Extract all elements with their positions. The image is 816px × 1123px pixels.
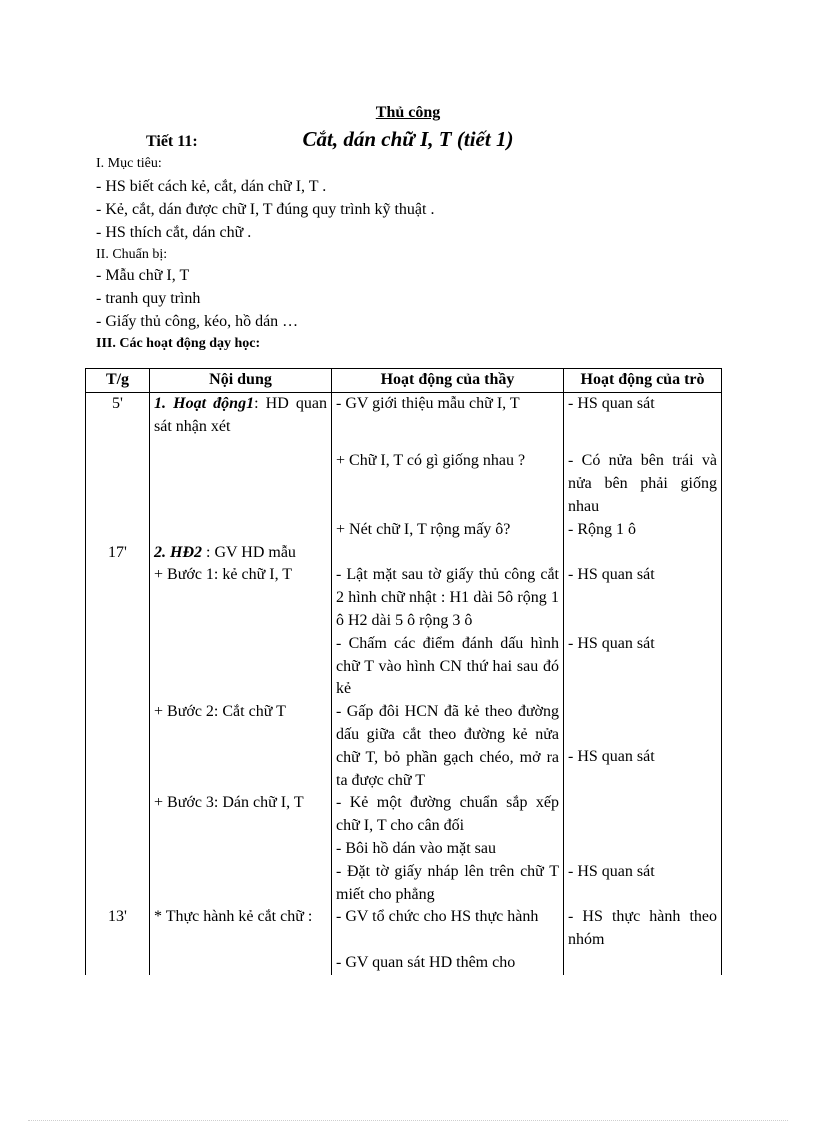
cell-content	[150, 438, 332, 518]
preparation-item: - Giấy thủ công, kéo, hồ dán …	[96, 313, 299, 330]
objective-item: - HS thích cắt, dán chữ .	[96, 224, 252, 241]
cell-content	[150, 519, 332, 542]
table-row	[86, 861, 722, 907]
cell-content	[150, 861, 332, 907]
cell-student: - HS quan sát	[564, 633, 722, 701]
cell-teacher: - GV giới thiệu mẫu chữ I, T	[332, 392, 564, 438]
table-row	[86, 519, 722, 542]
table-row	[86, 438, 722, 518]
cell-time	[86, 633, 150, 701]
cell-time	[86, 701, 150, 792]
cell-time	[86, 564, 150, 632]
preparation-item: - tranh quy trình	[96, 290, 201, 307]
cell-teacher: - GV tổ chức cho HS thực hành	[332, 906, 564, 952]
cell-teacher: - GV quan sát HD thêm cho	[332, 952, 564, 975]
cell-time	[86, 861, 150, 907]
cell-student	[564, 542, 722, 565]
lesson-number: Tiết 11:	[146, 133, 198, 150]
cell-time	[86, 952, 150, 975]
cell-content: + Bước 3: Dán chữ I, T	[150, 792, 332, 838]
cell-student: - HS quan sát	[564, 701, 722, 792]
cell-time: 13'	[86, 906, 150, 952]
preparation-heading: II. Chuẩn bị:	[96, 247, 168, 262]
preparation-item: - Mẫu chữ I, T	[96, 267, 190, 284]
cell-time: 5'	[86, 392, 150, 438]
table-row	[86, 542, 722, 565]
header-content: Nội dung	[150, 369, 332, 393]
table-row	[86, 633, 722, 701]
cell-time	[86, 438, 150, 518]
cell-teacher: - Kẻ một đường chuẩn sắp xếp chữ I, T cho cân đối	[332, 792, 564, 838]
cell-content	[150, 633, 332, 701]
table-row	[86, 701, 722, 792]
cell-student: - HS quan sát	[564, 861, 722, 907]
cell-time	[86, 519, 150, 542]
table-row	[86, 838, 722, 861]
cell-teacher: - Chấm các điểm đánh dấu hình chữ T vào hình CN thứ hai sau đó kẻ	[332, 633, 564, 701]
lesson-plan-table	[85, 368, 722, 975]
cell-student: - Có nửa bên trái và nửa bên phải giống nhau	[564, 438, 722, 518]
activities-heading: III. Các hoạt động dạy học:	[96, 336, 261, 351]
table-row	[86, 392, 722, 438]
table-row	[86, 906, 722, 952]
cell-time	[86, 838, 150, 861]
activity-title: 1. Hoạt động1	[154, 394, 255, 412]
cell-teacher: - Lật mặt sau tờ giấy thủ công cắt 2 hình chữ nhật : H1 dài 5ô rộng 1 ô H2 dài 5 ô rộng 3 ô	[332, 564, 564, 632]
cell-content: * Thực hành kẻ cắt chữ :	[150, 906, 332, 952]
cell-student: - HS thực hành theo nhóm	[564, 906, 722, 952]
lesson-title: Cắt, dán chữ I, T (tiết 1)	[302, 127, 514, 151]
cell-student: - Rộng 1 ô	[564, 519, 722, 542]
cell-teacher: - Bôi hồ dán vào mặt sau	[332, 838, 564, 861]
table-header-row	[86, 369, 722, 393]
subject-heading: Thủ công	[375, 104, 441, 121]
cell-time	[86, 792, 150, 838]
cell-student	[564, 838, 722, 861]
cell-teacher: + Nét chữ I, T rộng mấy ô?	[332, 519, 564, 542]
cell-student: - HS quan sát	[564, 392, 722, 438]
cell-time: 17'	[86, 542, 150, 565]
table-row	[86, 792, 722, 838]
header-student: Hoạt động của trò	[564, 369, 722, 393]
cell-student	[564, 952, 722, 975]
cell-teacher: - Đặt tờ giấy nháp lên trên chữ T miết cho phẳng	[332, 861, 564, 907]
page-bottom-divider	[28, 1120, 788, 1121]
cell-content	[150, 392, 332, 438]
activity-text: : GV HD mẫu	[202, 543, 296, 561]
cell-content	[150, 542, 332, 565]
activity-text: : HD quan sát nhận xét	[154, 394, 327, 435]
objective-item: - Kẻ, cắt, dán được chữ I, T đúng quy trình kỹ thuật .	[96, 201, 435, 218]
cell-student: - HS quan sát	[564, 564, 722, 632]
table-row	[86, 564, 722, 632]
cell-content	[150, 838, 332, 861]
cell-content	[150, 952, 332, 975]
objective-item: - HS biết cách kẻ, cắt, dán chữ I, T .	[96, 178, 327, 195]
cell-student	[564, 792, 722, 838]
header-teacher: Hoạt động của thầy	[332, 369, 564, 393]
cell-teacher: - Gấp đôi HCN đã kẻ theo đường dấu giữa cắt theo đường kẻ nửa chữ T, bỏ phần gạch chéo, mở ra ta được chữ T	[332, 701, 564, 792]
cell-teacher: + Chữ I, T có gì giống nhau ?	[332, 438, 564, 518]
header-time: T/g	[86, 369, 150, 393]
cell-content: + Bước 1: kẻ chữ I, T	[150, 564, 332, 632]
cell-content: + Bước 2: Cắt chữ T	[150, 701, 332, 792]
objectives-heading: I. Mục tiêu:	[96, 156, 162, 171]
cell-teacher	[332, 542, 564, 565]
table-row	[86, 952, 722, 975]
activity-title: 2. HĐ2	[154, 543, 202, 561]
